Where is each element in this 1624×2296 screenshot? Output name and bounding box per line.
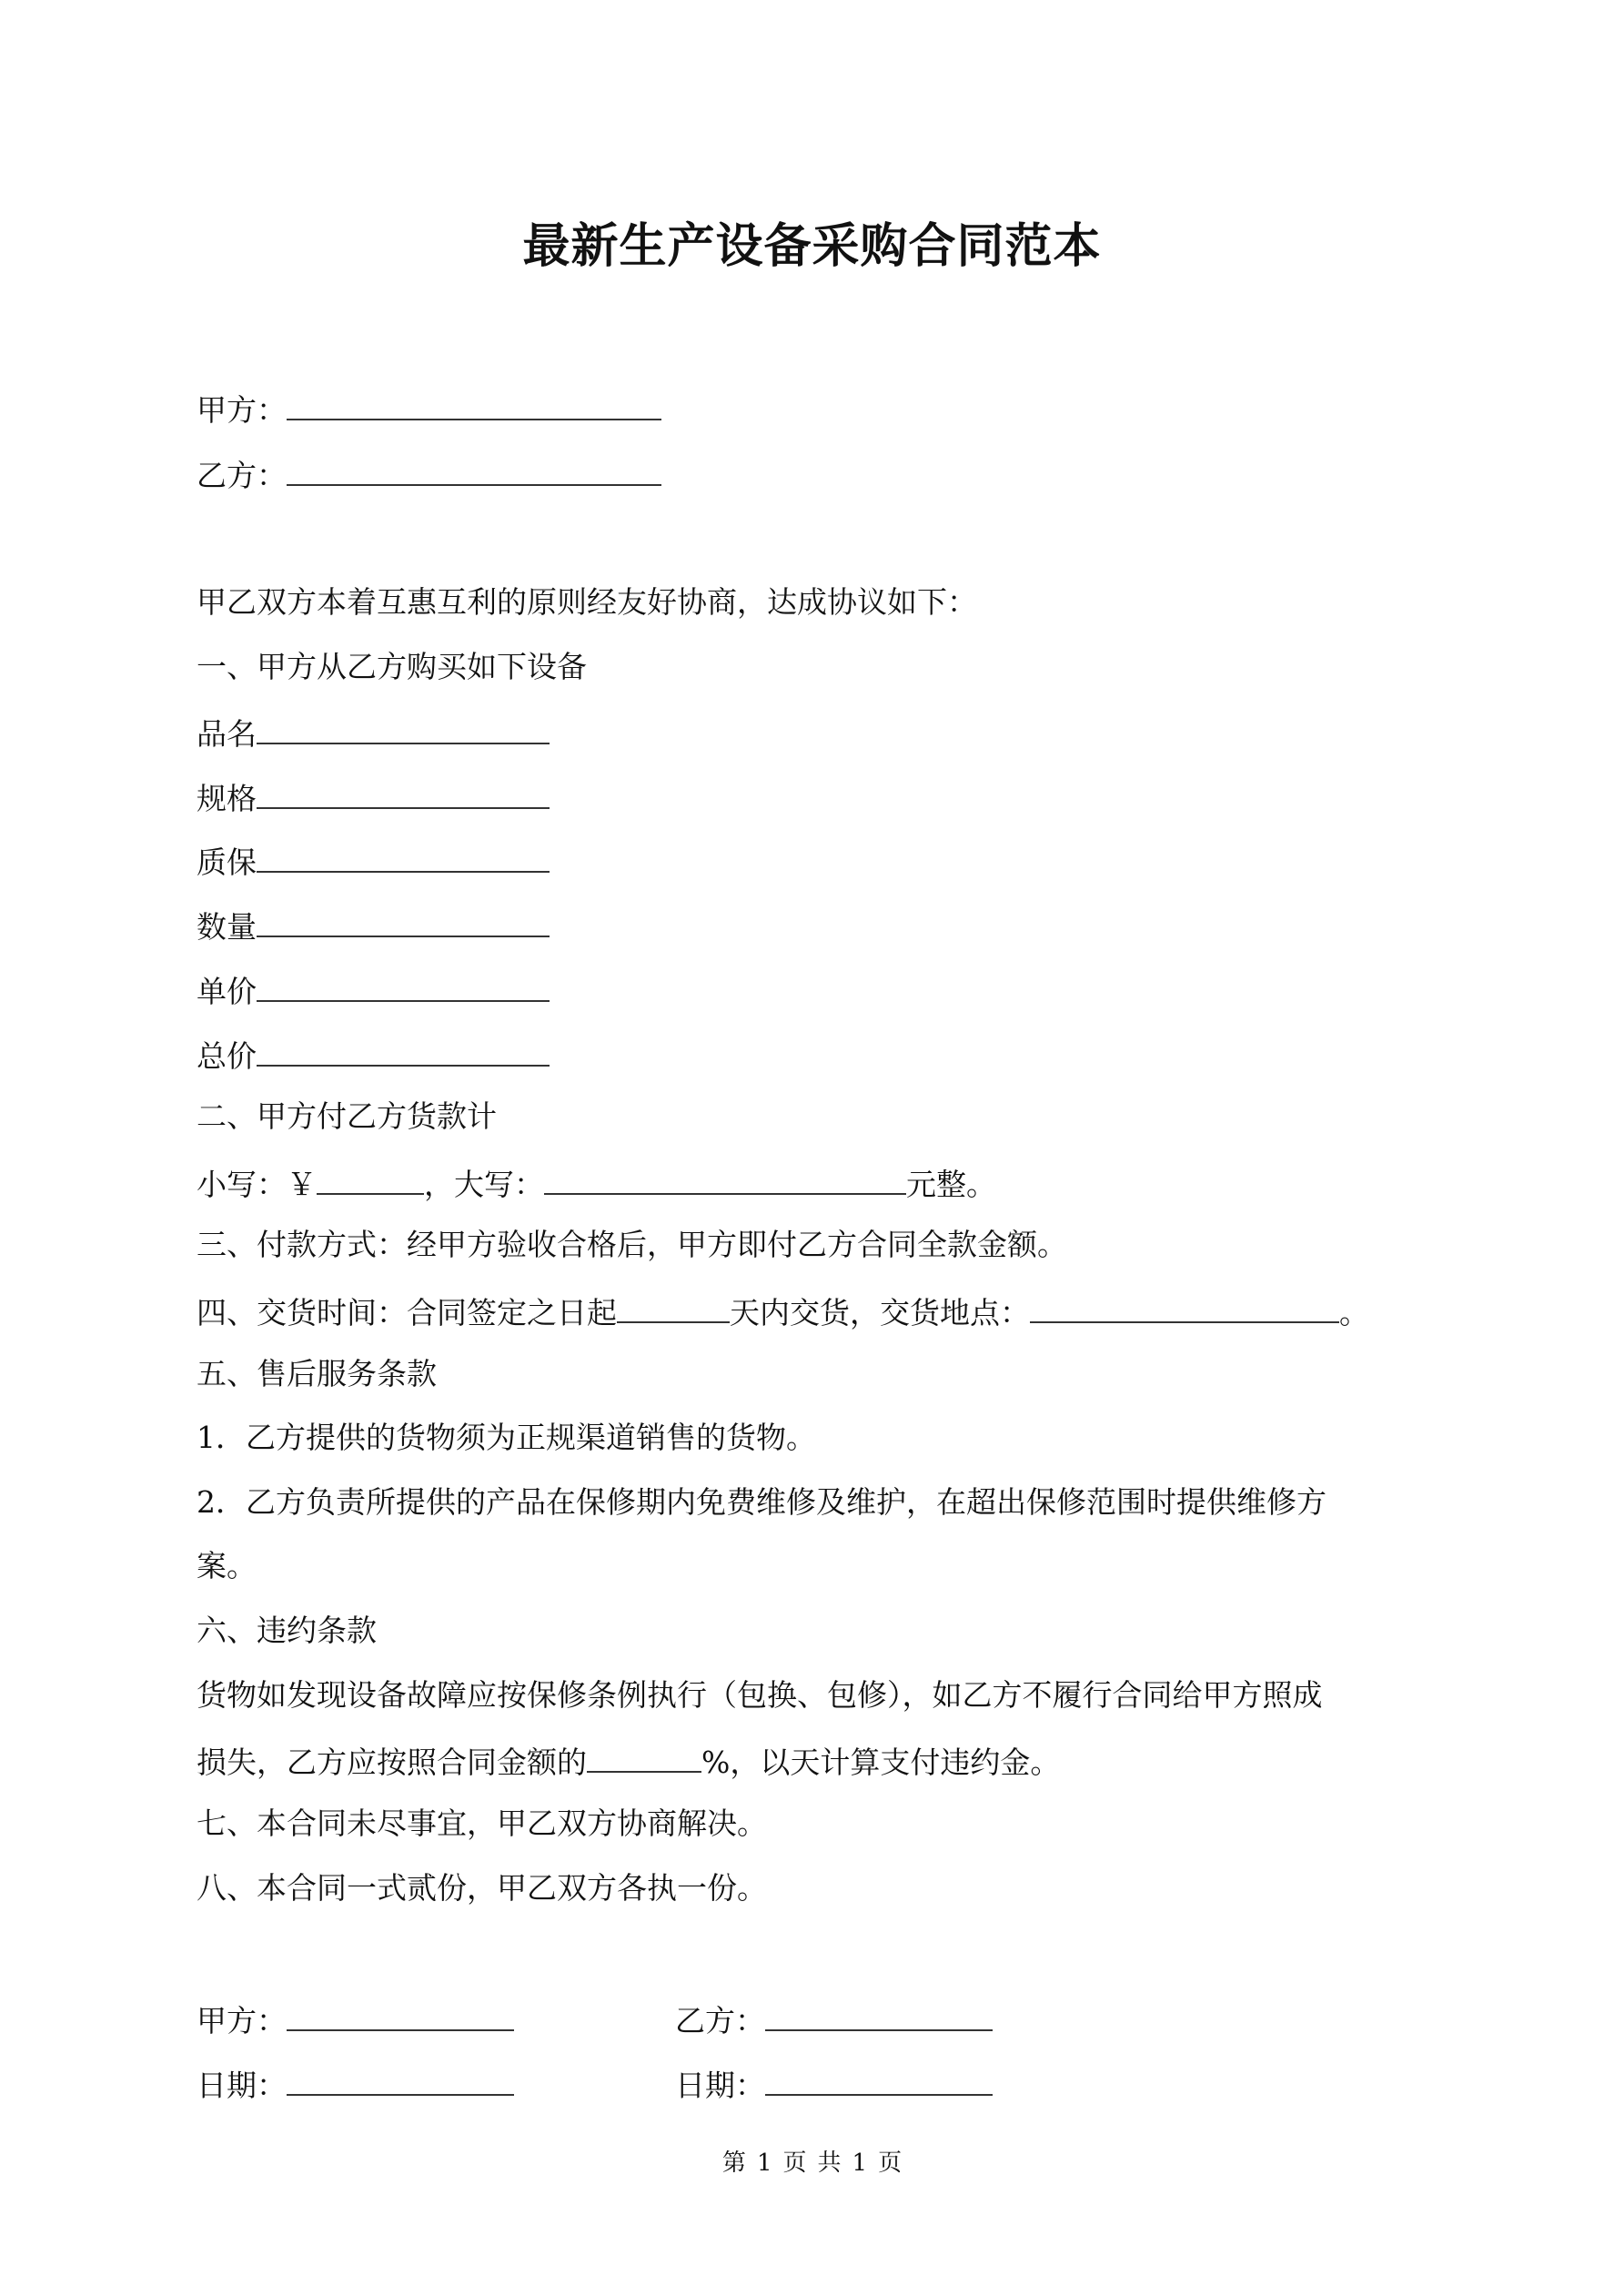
field-total-price: 总价	[197, 1037, 550, 1071]
section2-heading: 二、甲方付乙方货款计	[197, 1098, 497, 1134]
section3-text: 三、付款方式：经甲方验收合格后，甲方即付乙方合同全款金额。	[197, 1227, 1067, 1262]
date-b-blank[interactable]	[765, 2067, 993, 2096]
section5-heading: 五、售后服务条款	[197, 1356, 437, 1391]
field-spec: 规格	[197, 780, 550, 814]
page-number: 1	[756, 2149, 772, 2177]
penalty-percent-blank[interactable]	[587, 1744, 701, 1773]
amount-big-blank[interactable]	[544, 1166, 906, 1195]
page-title: 最新生产设备采购合同范本	[522, 218, 1102, 274]
section5-item1: 1．乙方提供的货物须为正规渠道销售的货物。	[197, 1420, 816, 1455]
section5-item2-line2: 案。	[197, 1548, 257, 1583]
total-price-blank[interactable]	[257, 1037, 550, 1067]
section2-amount-line: 小写：￥ ，大写： 元整。	[197, 1167, 996, 1202]
warranty-blank[interactable]	[257, 844, 550, 873]
field-product-name: 品名	[197, 715, 550, 749]
spec-blank[interactable]	[257, 780, 550, 809]
delivery-days-blank[interactable]	[617, 1294, 730, 1323]
field-quantity: 数量	[197, 908, 550, 942]
intro-text: 甲乙双方本着互惠互利的原则经友好协商，达成协议如下：	[197, 584, 977, 620]
date-party-b: 日期：	[675, 2067, 993, 2100]
party-a-blank[interactable]	[287, 391, 661, 420]
party-b-label: 乙方：	[197, 458, 287, 493]
field-warranty: 质保	[197, 844, 550, 877]
date-party-a: 日期：	[197, 2067, 514, 2100]
section7-text: 七、本合同未尽事宜，甲乙双方协商解决。	[197, 1805, 767, 1841]
delivery-place-blank[interactable]	[1030, 1294, 1339, 1323]
signature-b-blank[interactable]	[765, 2002, 993, 2031]
section6-heading: 六、违约条款	[197, 1613, 377, 1648]
section1-heading: 一、甲方从乙方购买如下设备	[197, 649, 587, 684]
total-pages: 1	[852, 2149, 868, 2177]
section4-line: 四、交货时间：合同签定之日起 天内交货，交货地点： 。	[197, 1295, 1369, 1330]
section6-line1: 货物如发现设备故障应按保修条例执行（包换、包修），如乙方不履行合同给甲方照成	[197, 1677, 1323, 1713]
party-a-label: 甲方：	[197, 392, 287, 428]
quantity-blank[interactable]	[257, 908, 550, 937]
signature-party-a: 甲方：	[197, 2002, 514, 2036]
date-a-blank[interactable]	[287, 2067, 514, 2096]
field-unit-price: 单价	[197, 973, 550, 1006]
product-name-blank[interactable]	[257, 715, 550, 744]
page-footer: 第 1 页 共 1 页	[721, 2149, 903, 2177]
party-a-line	[197, 391, 661, 428]
amount-small-blank[interactable]	[317, 1166, 424, 1195]
signature-party-b: 乙方：	[675, 2002, 993, 2036]
party-b-line	[197, 457, 661, 491]
party-b-blank[interactable]	[287, 457, 661, 486]
section6-line2: 损失，乙方应按照合同金额的 %，以天计算支付违约金。	[197, 1745, 1061, 1780]
section5-item2-line1: 2．乙方负责所提供的产品在保修期内免费维修及维护，在超出保修范围时提供维修方	[197, 1484, 1326, 1520]
unit-price-blank[interactable]	[257, 973, 550, 1002]
signature-a-blank[interactable]	[287, 2002, 514, 2031]
section8-text: 八、本合同一式贰份，甲乙双方各执一份。	[197, 1870, 767, 1906]
